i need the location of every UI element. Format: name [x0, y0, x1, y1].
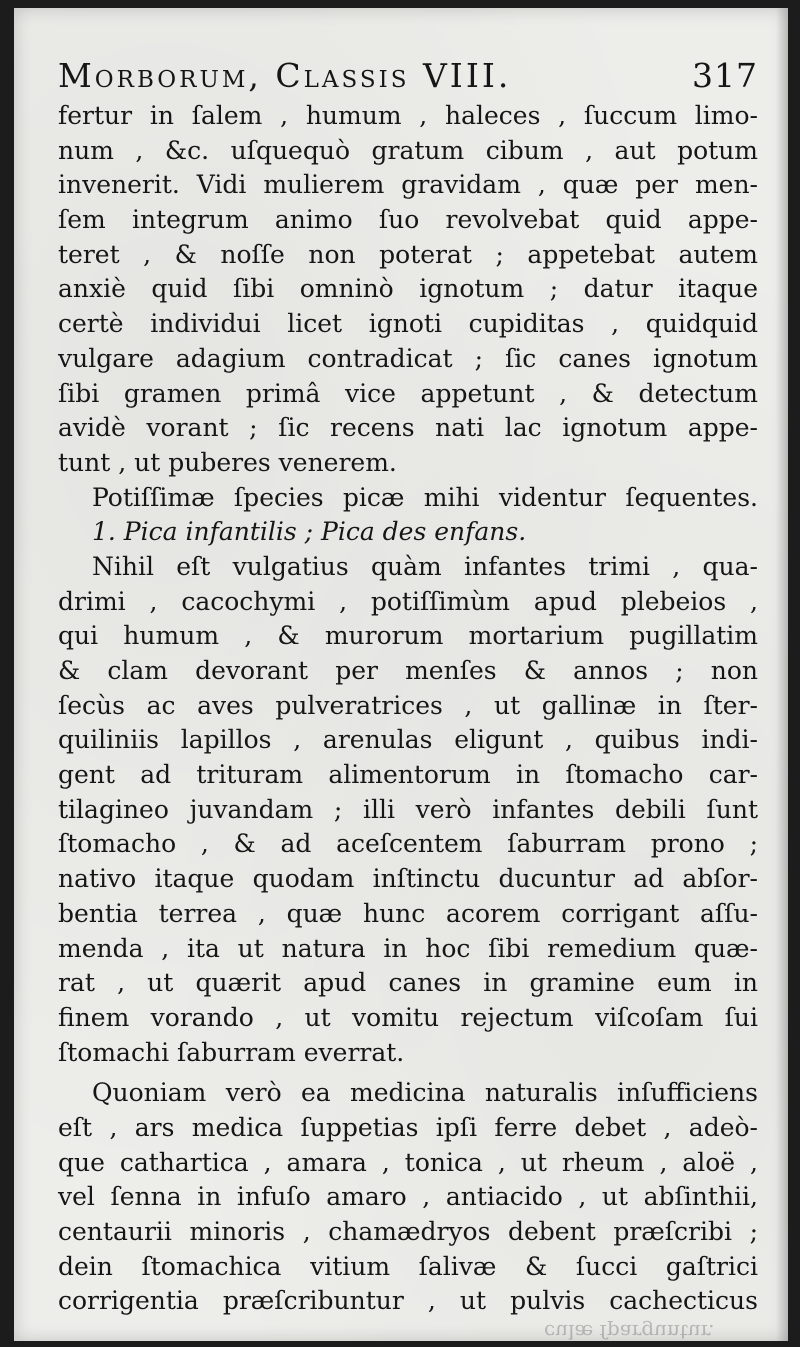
text-line: que cathartica , amara , tonica , ut rheum , aloë ,: [58, 1147, 758, 1177]
paragraph: [58, 1076, 758, 1319]
text-line: corrigentia præſcribuntur , ut pulvis cachecticus: [58, 1286, 758, 1316]
paragraph: [58, 99, 758, 481]
text-line: vulgare adagium contradicat ; ſic canes ignotum: [58, 343, 758, 373]
text-line: nativo itaque quodam inſtinctu ducuntur ad abſor-: [58, 864, 758, 894]
text-line: ſtomacho , & ad aceſcentem ſaburram prono ;: [58, 829, 758, 859]
text-line: quiliniis lapillos , arenulas eligunt , quibus indi-: [58, 725, 758, 755]
text-line: avidè vorant ; ſic recens nati lac ignotum appe-: [58, 413, 758, 443]
text-line: anxiè quid ſibi omninò ignotum ; datur itaque: [58, 274, 758, 304]
text-line: gent ad trituram alimentorum in ſtomacho car-: [58, 760, 758, 790]
text-line: ſibi gramen primâ vice appetunt , & detectum: [58, 378, 758, 408]
text-line: eſt , ars medica ſuppetias ipſi ferre debet , adeò-: [58, 1112, 758, 1142]
text-line: ſtomachi ſaburram everrat.: [58, 1037, 405, 1067]
text-line: dein ſtomachica vitium ſalivæ & ſucci gaſtrici: [58, 1251, 758, 1281]
text-line: finem vorando , ut vomitu rejectum viſcoſam ſui: [58, 1002, 758, 1032]
text-line: Nihil eſt vulgatius quàm infantes trimi , qua-: [92, 551, 758, 581]
text-line: vel ſenna in infuſo amaro , antiacido , ut abſinthii,: [58, 1182, 758, 1212]
running-header: [58, 54, 758, 98]
text-line: drimi , cacochymi , potiſſimùm apud plebeios ,: [58, 586, 758, 616]
text-line: menda , ita ut natura in hoc ſibi remedium quæ-: [58, 933, 758, 963]
section-heading: [58, 515, 758, 550]
bleed-through-text: culæ ſparguntur.: [544, 1320, 715, 1344]
text-line: Quoniam verò ea medicina naturalis inſufficiens: [92, 1078, 758, 1108]
text-line: bentia terrea , quæ hunc acorem corrigant aſſu-: [58, 898, 758, 928]
book-page: [14, 8, 788, 1344]
text-line: ſecùs ac aves pulveratrices , ut gallinæ in ſter-: [58, 690, 758, 720]
text-line: teret , & noſſe non poterat ; appetebat autem: [58, 239, 758, 269]
page-number: 317: [692, 56, 758, 95]
text-line: invenerit. Vidi mulierem gravidam , quæ per men-: [58, 170, 758, 200]
text-line: Potiſſimæ ſpecies picæ mihi videntur ſequentes.: [92, 482, 758, 512]
running-title: Morborum, Classis VIII.: [58, 56, 512, 95]
paragraph: [58, 481, 758, 516]
text-line: ſem integrum animo ſuo revolvebat quid appe-: [58, 205, 758, 235]
text-line: & clam devorant per menſes & annos ; non: [58, 656, 758, 685]
text-line: certè individui licet ignoti cupiditas , quidquid: [58, 309, 758, 339]
paragraph: [58, 550, 758, 1070]
text-line: tunt , ut puberes venerem.: [58, 447, 397, 477]
text-line: fertur in ſalem , humum , haleces , ſuccum limo-: [58, 101, 758, 130]
text-line: num , &c. uſquequò gratum cibum , aut potum: [58, 135, 758, 165]
text-line: rat , ut quærit apud canes in gramine eum in: [58, 968, 758, 998]
text-line: centaurii minoris , chamædryos debent præſcribi ;: [58, 1217, 758, 1246]
text-line: tilagineo juvandam ; illi verò infantes debili ſunt: [58, 794, 758, 824]
page-text: [58, 54, 758, 1319]
text-line: qui humum , & murorum mortarium pugillatim: [58, 621, 758, 651]
text-line: 1. Pica infantilis ; Pica des enfans.: [92, 517, 527, 547]
